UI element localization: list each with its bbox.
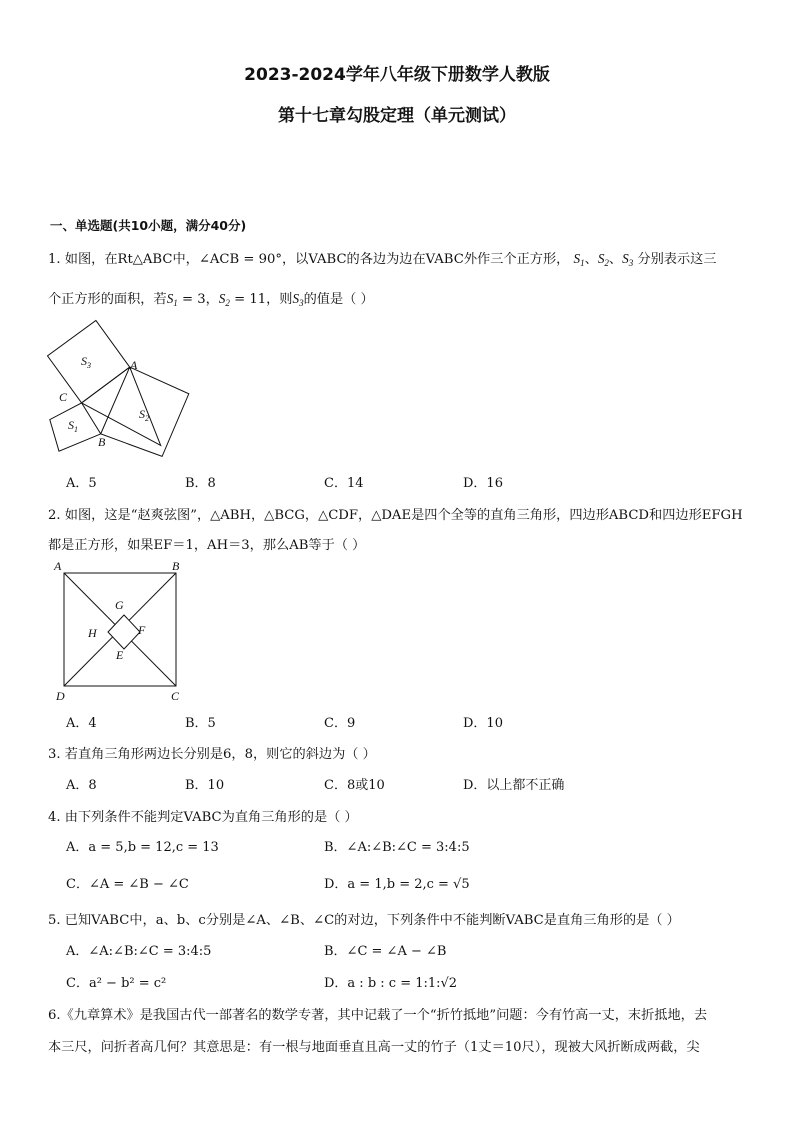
q6-line-1: 6.《九章算术》是我国古代一部著名的数学专著，其中记载了一个“折竹抵地”问题：今有竹高一丈，末折抵地，去 [48, 1008, 708, 1023]
section-heading: 一、单选题(共10小题，满分40分) [50, 218, 247, 233]
q2-option-c[interactable]: C．9 [324, 716, 356, 731]
page-subtitle: 第十七章勾股定理（单元测试） [278, 106, 516, 126]
q1-s1: $S_1$ [573, 251, 585, 268]
q2-label-b: B [172, 559, 180, 573]
q2-inner-square [108, 615, 140, 649]
q1-line-2 [48, 288, 374, 307]
q2-option-a[interactable]: A．4 [66, 716, 97, 731]
q1-option-b[interactable]: B．8 [185, 476, 216, 491]
q2-line-2: 都是正方形，如果EF＝1，AH＝3，那么AB等于（ ） [48, 538, 366, 553]
q1-text-b: 分别表示这三 [637, 252, 717, 267]
q3-option-b[interactable]: B．10 [185, 778, 225, 793]
q1-eq2-value: = 11 [229, 292, 267, 307]
q5-line-1: 5. 已知VABC中，a、b、c分别是∠A、∠B、∠C的对边，下列条件中不能判断VABC是直角三角形的是（ ） [48, 913, 680, 928]
q2-label-e: E [116, 648, 124, 662]
q2-option-b[interactable]: B．5 [185, 716, 216, 731]
q2-line-1: 2. 如图，这是“赵爽弦图”，△ABH，△BCG，△CDF，△DAE是四个全等的直角三角形，四边形ABCD和四边形EFGH [48, 508, 743, 523]
q4-option-a[interactable]: A．a = 5,b = 12,c = 13 [66, 840, 219, 855]
q2-label-a: A [54, 559, 62, 573]
q1-text-a: 1. 如图，在Rt△ABC中，∠ACB = 90°，以VABC的各边为边在VABC外作三个正方形， [48, 252, 570, 267]
q2-label-g: G [115, 598, 124, 612]
q3-option-c[interactable]: C．8或10 [324, 778, 385, 793]
q1-s3-ref: $S_3$ [292, 291, 304, 308]
q1-label-s3: $S_3$ [81, 354, 91, 370]
q3-option-a[interactable]: A．8 [66, 778, 97, 793]
q3-option-d[interactable]: D．以上都不正确 [463, 778, 565, 793]
q1-text-c: 个正方形的面积，若 [48, 292, 167, 307]
q1-option-a[interactable]: A．5 [66, 476, 97, 491]
q2-option-d[interactable]: D．10 [463, 716, 503, 731]
q2-label-f: F [138, 623, 146, 637]
q1-label-c: C [59, 390, 68, 404]
page-title: 2023-2024学年八年级下册数学人教版 [244, 65, 550, 85]
q1-option-c[interactable]: C．14 [324, 476, 364, 491]
q2-label-h: H [88, 626, 97, 640]
q2-figure-zhaoshuang [52, 558, 192, 703]
q4-option-d[interactable]: D．a = 1,b = 2,c = √5 [324, 877, 470, 892]
q1-eq1: $S_1$ [166, 291, 178, 308]
q4-line-1: 4. 由下列条件不能判定VABC为直角三角形的是（ ） [48, 810, 358, 825]
q1-label-a: A [130, 358, 138, 372]
q1-option-d[interactable]: D．16 [463, 476, 503, 491]
q5-option-a[interactable]: A．∠A:∠B:∠C = 3:4:5 [66, 944, 212, 959]
q1-figure-squares [40, 318, 240, 468]
q1-text-e: 的值是（ ） [303, 292, 374, 307]
q1-label-b: B [98, 435, 106, 449]
q4-option-c[interactable]: C．∠A = ∠B − ∠C [66, 877, 189, 892]
q1-eq2: $S_2$ [218, 291, 230, 308]
q1-line-1: 1. 如图，在Rt△ABC中，∠ACB = 90°，以VABC的各边为边在VABC外作三个正方形， $S_1$、$S_2$、$S_3$ 分别表示这三 [48, 251, 717, 268]
q4-option-b[interactable]: B．∠A:∠B:∠C = 3:4:5 [324, 840, 470, 855]
q1-label-s1: $S_1$ [68, 418, 78, 434]
q1-label-s2: $S_2$ [139, 407, 149, 423]
q5-option-c[interactable]: C．a² − b² = c² [66, 976, 167, 991]
q6-line-2: 本三尺，问折者高几何？其意思是：有一根与地面垂直且高一丈的竹子（1丈＝10尺），现被大风折断成两截，尖 [48, 1040, 700, 1055]
q1-s3: $S_3$ [622, 251, 634, 268]
q1-s2: $S_2$ [597, 251, 609, 268]
q1-eq1-value: = 3， [177, 292, 219, 307]
q5-option-b[interactable]: B．∠C = ∠A − ∠B [324, 944, 447, 959]
q1-triangle [82, 367, 161, 445]
q2-label-d: D [56, 689, 65, 703]
q5-option-d[interactable]: D．a : b : c = 1:1:√2 [324, 976, 458, 991]
q2-label-c: C [171, 689, 180, 703]
q3-line-1: 3. 若直角三角形两边长分别是6，8，则它的斜边为（ ） [48, 747, 376, 762]
q1-text-d: ，则 [266, 292, 293, 307]
